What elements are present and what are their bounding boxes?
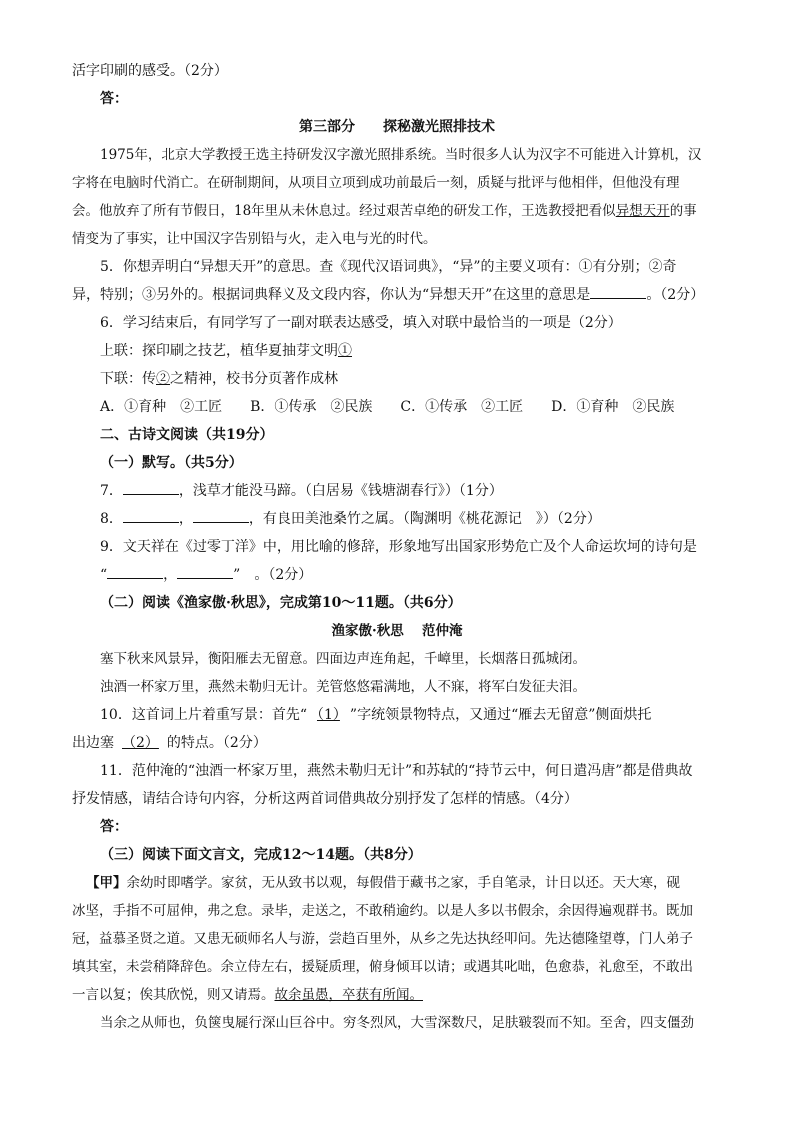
subsection-heading: （二）阅读《渔家傲·秋思》，完成第10～11题。（共6分） [100,595,462,611]
answer-blank[interactable] [590,284,646,299]
poem-line: 浊酒一杯家万里，燕然未勒归无计。羌管悠悠霜满地，人不寐，将军白发征夫泪。 [100,679,586,695]
answer-blank[interactable] [123,508,179,523]
question-10 [100,704,651,726]
question-10-cont [72,732,267,754]
answer-blank[interactable] [123,480,179,495]
couplet-lower [100,368,338,390]
answer-label: 答： [100,819,128,835]
question-text: ” 。（2分） [233,567,313,583]
question-text: ，浅草才能没马蹄。（白居易《钱塘湖春行》）（1分） [178,483,503,499]
answer-blank[interactable] [107,564,163,579]
blank-marker-2: ② [156,371,170,387]
classical-text-line [86,872,680,894]
passage-line: 字将在电脑时代消亡。在研制期间，从项目立项到成功前最后一刻，质疑与批评与他相伴，但他没有理 [72,175,680,191]
question-text: 。（2分） [646,287,705,303]
answer-label: 答： [100,91,128,107]
question-5-cont [72,284,704,306]
classical-text: 一言以复；俟其欣悦，则又请焉。 [72,987,275,1003]
question-text: ，有良田美池桑竹之属。（陶渊明《桃花源记 》）（2分） [248,511,601,527]
section-heading-2: 二、古诗文阅读（共19分） [100,427,274,443]
classical-text-line: 当余之从师也，负箧曳屣行深山巨谷中。穷冬烈风，大雪深数尺，足肤皲裂而不知。至舍，四支僵劲 [100,1015,694,1031]
question-text: 异，特别；③另外的。根据词典释义及文段内容，你认为“异想天开”在这里的意思是 [72,287,591,303]
blank-marker-1: ① [338,343,352,359]
question-5: 5．你想弄明白“异想天开”的意思。查《现代汉语词典》，“异”的主要义项有：①有分别；②奇 [100,259,677,275]
classical-text-line: 填其室，未尝稍降辞色。余立侍左右，援疑质理，俯身倾耳以请；或遇其叱咄，色愈恭，礼愈至，不敢出 [72,959,693,975]
question-6: 6．学习结束后，有同学写了一副对联表达感受，填入对联中最恰当的一项是（2分） [100,315,622,331]
answer-blank[interactable] [177,564,233,579]
couplet-upper [100,340,352,362]
passage-line: 1975年，北京大学教授王选主持研发汉字激光照排系统。当时很多人认为汉字不可能进入计算机，汉 [100,147,702,163]
passage-text: 会。他放弃了所有节假日，18年里从未休息过。经过艰苦卓绝的研发工作，王选教授把看似 [72,203,616,219]
question-11-cont: 抒发情感，请结合诗句内容，分析这两首词借典故分别抒发了怎样的情感。（4分） [72,791,578,807]
classical-text-line: 冰坚，手指不可屈伸，弗之怠。录毕，走送之，不敢稍逾约。以是人多以书假余，余因得遍观群书。既加 [72,903,693,919]
text-line: 活字印刷的感受。（2分） [72,63,228,79]
question-11: 11．范仲淹的“浊酒一杯家万里，燕然未勒归无计”和苏轼的“持节云中，何日遣冯唐”都是借典故 [100,763,693,779]
passage-label: 【甲】 [86,875,127,891]
blank-marker-1: （1） [316,707,340,723]
underlined-phrase: 异想天开 [615,203,670,219]
classical-text: 余幼时即嗜学。家贫，无从致书以观，每假借于藏书之家，手自笔录，计日以还。天大寒，砚 [126,875,680,891]
question-9: 9．文天祥在《过零丁洋》中，用比喻的修辞，形象地写出国家形势危亡及个人命运坎坷的诗句是 [100,539,697,555]
underlined-sentence: 故余虽愚，卒获有所闻。 [274,987,423,1003]
question-7 [100,480,503,502]
couplet-text: 下联：传 [100,371,156,387]
subsection-heading: （一）默写。（共5分） [100,455,243,471]
question-text: 的特点。（2分） [166,735,267,751]
question-text: ， [163,567,178,583]
classical-text-line [72,984,423,1006]
poem-line: 塞下秋来风景异，衡阳雁去无留意。四面边声连角起，千嶂里，长烟落日孤城闭。 [100,651,586,667]
passage-text: 的事 [669,203,697,219]
question-text: ”字统领景物特点，又通过“雁去无留意”侧面烘托 [349,707,652,723]
poem-title: 渔家傲·秋思 范仲淹 [331,623,463,639]
question-number: 8． [100,511,123,527]
question-9-cont [100,564,312,586]
question-text: 出边塞 [72,735,114,751]
answer-blank[interactable] [193,508,249,523]
section-heading: 第三部分 探秘激光照排技术 [299,119,495,135]
couplet-text: 上联：探印刷之技艺，植华夏抽芽文明 [100,343,338,359]
question-text: ， [178,511,193,527]
couplet-text: 之精神，校书分页著作成林 [170,371,338,387]
question-text: 10．这首词上片着重写景：首先“ [100,707,307,723]
question-number: 7． [100,483,123,499]
passage-line: 情变为了事实，让中国汉字告别铅与火，走入电与光的时代。 [72,231,437,247]
question-8 [100,508,601,530]
subsection-heading: （三）阅读下面文言文，完成12～14题。（共8分） [100,847,422,863]
passage-line [72,200,697,222]
blank-marker-2: （2） [122,735,159,751]
answer-options: A．①育种 ②工匠 B．①传承 ②民族 C．①传承 ②工匠 D．①育种 ②民族 [100,399,675,415]
classical-text-line: 冠，益慕圣贤之道。又患无硕师名人与游，尝趋百里外，从乡之先达执经叩问。先达德隆望尊，门人弟子 [72,931,693,947]
question-text: “ [100,567,108,583]
